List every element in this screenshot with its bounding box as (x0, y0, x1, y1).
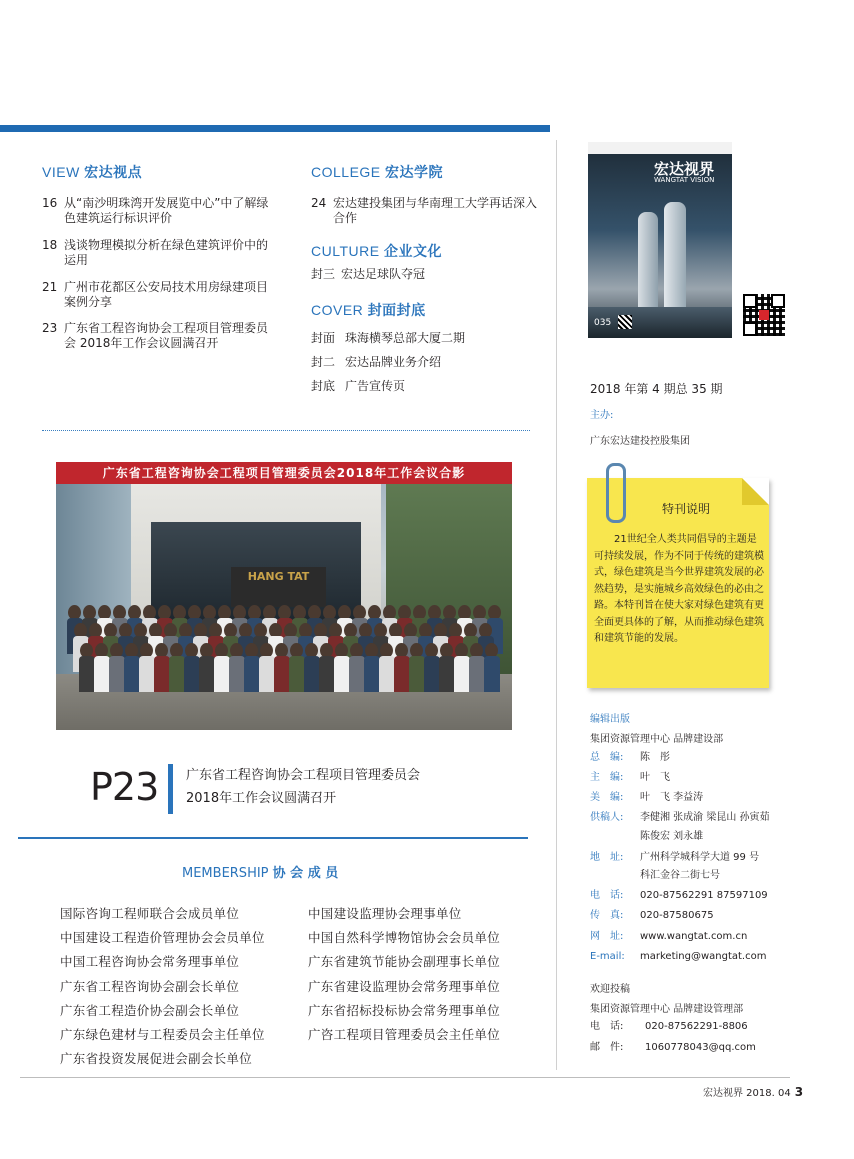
toc-page: 封三 (311, 267, 336, 281)
contribute-row (590, 1020, 790, 1034)
membership-item: 中国自然科学博物馆协会会员单位 (308, 930, 501, 946)
membership-list-right (308, 902, 500, 1047)
section-title-cn: 封面封底 (367, 302, 426, 318)
toc-text: 宏达建投集团与华南理工大学再话深入合作 (333, 196, 538, 225)
membership-item: 广咨工程项目管理委员会主任单位 (308, 1027, 501, 1043)
editorial-row (590, 811, 790, 825)
membership-item: 广东省建筑节能协会副理事长单位 (308, 954, 501, 970)
section-title-en: COVER (311, 302, 364, 318)
editorial-row (590, 751, 790, 765)
editorial-dept: 集团资源管理中心 品牌建设部 (590, 734, 724, 745)
editorial-row (590, 791, 790, 805)
toc-text: 广东省工程咨询协会工程项目管理委员会 2018年工作会议圆满召开 (64, 321, 269, 350)
person-body (274, 656, 290, 692)
person-body (244, 656, 260, 692)
row-value: 020-87562291-8806 (645, 1021, 748, 1032)
feature-title-line2: 2018年工作会议圆满召开 (186, 791, 337, 806)
toc-page: 封面 (311, 331, 336, 345)
toc-text: 广告宣传页 (345, 379, 406, 393)
person-body (229, 656, 245, 692)
dotted-divider (42, 430, 530, 431)
person-body (214, 656, 230, 692)
membership-item: 广东省投资发展促进会副会长单位 (60, 1051, 253, 1067)
editorial-row (590, 869, 790, 883)
toc-item[interactable] (42, 321, 272, 351)
toc-item[interactable] (311, 196, 546, 226)
person-body (454, 656, 470, 692)
toc-page: 18 (42, 238, 58, 252)
membership-title (182, 862, 338, 881)
row-key: E-mail: (590, 951, 625, 962)
toc-item[interactable] (311, 331, 546, 347)
email-link[interactable]: marketing@wangtat.com (640, 951, 767, 962)
row-key: 传 真: (590, 910, 624, 921)
person-body (439, 656, 455, 692)
sponsor-label: 主办: (590, 410, 614, 421)
section-title-cn: 宏达视点 (84, 164, 143, 180)
toc-text: 浅谈物理模拟分析在绿色建筑评价中的运用 (64, 238, 269, 267)
toc-text: 珠海横琴总部大厦二期 (345, 331, 466, 345)
person-body (259, 656, 275, 692)
note-title: 特刊说明 (662, 502, 711, 516)
signboard-text: HANG TAT (247, 570, 310, 583)
membership-item: 中国建设工程造价管理协会会员单位 (60, 930, 265, 946)
note-body: 21世纪全人类共同倡导的主题是可持续发展，作为不同于传统的建筑模式，绿色建筑是当今世界建筑发展的必然趋势，是实施城乡高效绿色的必由之路。本特刊旨在使大家对绿色建筑有更全面更具体的了解，从而推动绿色建筑和建筑节能的发展。 (594, 534, 764, 644)
person-body (364, 656, 380, 692)
membership-item: 广东省招标投标协会常务理事单位 (308, 1002, 501, 1018)
editorial-row (590, 771, 790, 785)
toc-page: 16 (42, 196, 58, 210)
membership-item: 广东省工程造价协会副会长单位 (60, 1002, 240, 1018)
row-key: 网 址: (590, 931, 624, 942)
row-value: 020-87562291 87597109 (640, 890, 768, 901)
issue-number: 2018 年第 4 期总 35 期 (590, 382, 723, 396)
qr-corner (771, 294, 785, 308)
toc-text: 广州市花都区公安局技术用房绿建项目案例分享 (64, 280, 269, 309)
person-body (469, 656, 485, 692)
row-value: 叶 飞 (640, 772, 670, 783)
membership-item: 中国工程咨询协会常务理事单位 (60, 954, 240, 970)
person-body (334, 656, 350, 692)
person-body (484, 656, 500, 692)
contribute-dept: 集团资源管理中心 品牌建设管理部 (590, 1004, 744, 1015)
cover-tower-left (638, 212, 658, 322)
qr-logo (759, 310, 769, 320)
section-title-college (311, 162, 443, 182)
top-blue-bar (0, 125, 550, 132)
feature-accent-bar (168, 764, 173, 814)
toc-text: 宏达品牌业务介绍 (345, 355, 442, 369)
toc-item[interactable] (311, 355, 546, 371)
person-body (289, 656, 305, 692)
sponsor-name: 广东宏达建投控股集团 (590, 436, 690, 447)
membership-list-left (60, 902, 265, 1071)
photo-banner: 广东省工程咨询协会工程项目管理委员会2018年工作会议合影 (56, 462, 512, 484)
footer-text: 宏达视界 2018. 04 (703, 1088, 791, 1099)
cover-title: 宏达视界 (654, 160, 715, 178)
row-key: 电 话: (590, 1021, 624, 1032)
row-key: 邮 件: (590, 1042, 624, 1053)
row-key: 总 编: (590, 752, 624, 763)
person-body (319, 656, 335, 692)
toc-page: 24 (311, 196, 327, 210)
person-body (184, 656, 200, 692)
section-title-view (42, 162, 142, 182)
cover-qr-icon (618, 315, 632, 329)
contribute-email-link[interactable]: 1060778043@qq.com (645, 1042, 756, 1053)
magazine-cover[interactable] (588, 142, 732, 338)
toc-page: 封底 (311, 379, 336, 393)
qr-code-icon[interactable] (743, 294, 785, 336)
toc-item[interactable] (42, 280, 272, 310)
toc-item[interactable] (42, 238, 272, 268)
row-value: 陈俊宏 刘永雄 (640, 831, 704, 842)
person-body (109, 656, 125, 692)
toc-text: 宏达足球队夺冠 (341, 267, 426, 281)
row-key: 主 编: (590, 772, 624, 783)
toc-item[interactable] (311, 267, 546, 283)
section-title-en: CULTURE (311, 243, 380, 259)
person-body (169, 656, 185, 692)
feature-page-label: P23 (90, 765, 159, 809)
editorial-label: 编辑出版 (590, 714, 630, 725)
qr-corner (743, 294, 757, 308)
membership-item: 广东省工程咨询协会副会长单位 (60, 978, 240, 994)
cover-subtitle: WANGTAT VISION (654, 176, 715, 184)
section-title-en: VIEW (42, 164, 80, 180)
person-body (154, 656, 170, 692)
photo-crowd (64, 597, 504, 702)
editorial-row (590, 909, 790, 923)
membership-item: 广东绿色建材与工程委员会主任单位 (60, 1027, 265, 1043)
feature-title-line1: 广东省工程咨询协会工程项目管理委员会 (186, 768, 421, 783)
row-key: 美 编: (590, 792, 624, 803)
row-value: 李健湘 张成渝 梁昆山 孙寅茹 (640, 812, 770, 823)
person-body (124, 656, 140, 692)
toc-item[interactable] (311, 379, 546, 395)
page-number: 3 (794, 1085, 804, 1099)
website-link[interactable]: www.wangtat.com.cn (640, 931, 748, 942)
section-title-cover (311, 300, 426, 320)
row-value: 科汇金谷二街七号 (640, 870, 720, 881)
contribute-row[interactable] (590, 1041, 790, 1055)
membership-title-cn: 协 会 成 员 (272, 866, 339, 881)
group-photo (56, 462, 512, 730)
toc-page: 21 (42, 280, 58, 294)
editorial-row (590, 830, 790, 844)
row-value: 叶 飞 李益涛 (640, 792, 704, 803)
editorial-row (590, 889, 790, 903)
person-body (409, 656, 425, 692)
membership-item: 广东省建设监理协会常务理事单位 (308, 978, 501, 994)
person-body (349, 656, 365, 692)
column-divider (556, 140, 557, 1070)
section-title-cn: 宏达学院 (385, 164, 444, 180)
row-key: 供稿人: (590, 812, 624, 823)
membership-divider (18, 837, 528, 839)
editorial-row[interactable] (590, 950, 790, 964)
membership-title-en: MEMBERSHIP (182, 866, 269, 881)
row-key: 电 话: (590, 890, 624, 901)
toc-item[interactable] (42, 196, 272, 226)
person-body (394, 656, 410, 692)
contribute-label: 欢迎投稿 (590, 984, 630, 995)
toc-page: 23 (42, 321, 58, 335)
row-value: 陈 彤 (640, 752, 670, 763)
membership-item: 国际咨询工程师联合会成员单位 (60, 906, 240, 921)
person-body (379, 656, 395, 692)
paperclip-icon (606, 463, 626, 523)
cover-header-strip (588, 142, 732, 154)
feature-title[interactable] (186, 764, 420, 810)
person-body (424, 656, 440, 692)
row-value: 020-87580675 (640, 910, 714, 921)
qr-corner (743, 322, 757, 336)
editorial-row (590, 851, 790, 865)
person-body (139, 656, 155, 692)
footer-line (20, 1077, 790, 1078)
section-title-culture (311, 241, 442, 261)
row-value: 广州科学城科学大道 99 号 (640, 852, 760, 863)
toc-text: 从“南沙明珠湾开发展览中心”中了解绿色建筑运行标识评价 (64, 196, 269, 225)
row-key: 地 址: (590, 852, 624, 863)
toc-page: 封二 (311, 355, 336, 369)
person-body (79, 656, 95, 692)
footer (703, 1084, 803, 1099)
cover-issue-number: 035 (594, 318, 612, 328)
note-fold (742, 478, 769, 505)
cover-tower-right (664, 202, 686, 322)
section-title-cn: 企业文化 (383, 243, 442, 259)
membership-item: 中国建设监理协会理事单位 (308, 906, 462, 921)
section-title-en: COLLEGE (311, 164, 381, 180)
person-body (199, 656, 215, 692)
person-body (304, 656, 320, 692)
person-body (94, 656, 110, 692)
editorial-row[interactable] (590, 930, 790, 944)
